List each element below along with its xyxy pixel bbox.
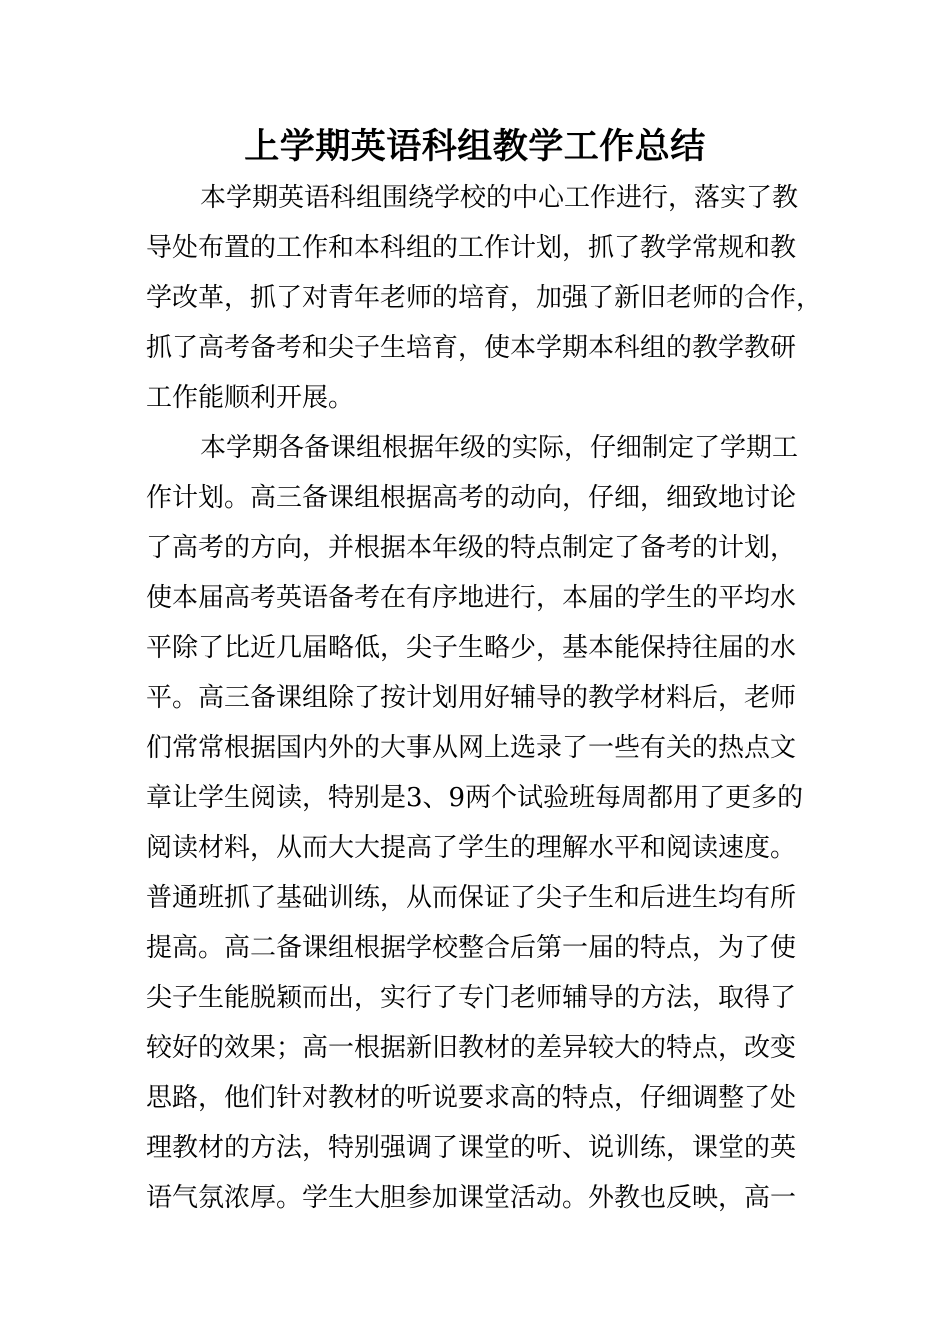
paragraph-line: 使本届高考英语备考在有序地进行，本届的学生的平均水 bbox=[146, 583, 797, 613]
paragraph-line: 提高。高二备课组根据学校整合后第一届的特点，为了使 bbox=[146, 933, 797, 963]
paragraph-line: 了高考的方向，并根据本年级的特点制定了备考的计划， bbox=[146, 533, 797, 563]
paragraph-line: 平除了比近几届略低，尖子生略少，基本能保持往届的水 bbox=[146, 633, 797, 663]
paragraph-line: 章让学生阅读，特别是3、9两个试验班每周都用了更多的 bbox=[146, 783, 804, 813]
document-title: 上学期英语科组教学工作总结 bbox=[244, 126, 706, 167]
paragraph-line: 导处布置的工作和本科组的工作计划，抓了教学常规和教 bbox=[146, 233, 797, 263]
paragraph-line: 较好的效果；高一根据新旧教材的差异较大的特点，改变 bbox=[146, 1033, 797, 1063]
paragraph-line: 思路，他们针对教材的听说要求高的特点，仔细调整了处 bbox=[146, 1083, 797, 1113]
paragraph-line: 平。高三备课组除了按计划用好辅导的教学材料后，老师 bbox=[146, 683, 797, 713]
paragraph-line: 学改革，抓了对青年老师的培育，加强了新旧老师的合作， bbox=[146, 283, 823, 313]
paragraph-line: 抓了高考备考和尖子生培育，使本学期本科组的教学教研 bbox=[146, 333, 797, 363]
paragraph-line: 本学期各备课组根据年级的实际，仔细制定了学期工 bbox=[200, 433, 799, 463]
paragraph-line: 普通班抓了基础训练，从而保证了尖子生和后进生均有所 bbox=[146, 883, 797, 913]
paragraph-line: 们常常根据国内外的大事从网上选录了一些有关的热点文 bbox=[146, 733, 797, 763]
paragraph-line: 作计划。高三备课组根据高考的动向，仔细，细致地讨论 bbox=[146, 483, 797, 513]
paragraph-line: 工作能顺利开展。 bbox=[146, 383, 355, 413]
paragraph-line: 本学期英语科组围绕学校的中心工作进行，落实了教 bbox=[200, 183, 799, 213]
paragraph-line: 理教材的方法，特别强调了课堂的听、说训练，课堂的英 bbox=[146, 1133, 797, 1163]
paragraph-line: 语气氛浓厚。学生大胆参加课堂活动。外教也反映，高一 bbox=[146, 1183, 797, 1213]
paragraph-line: 阅读材料，从而大大提高了学生的理解水平和阅读速度。 bbox=[146, 833, 797, 863]
paragraph-line: 尖子生能脱颖而出，实行了专门老师辅导的方法，取得了 bbox=[146, 983, 797, 1013]
